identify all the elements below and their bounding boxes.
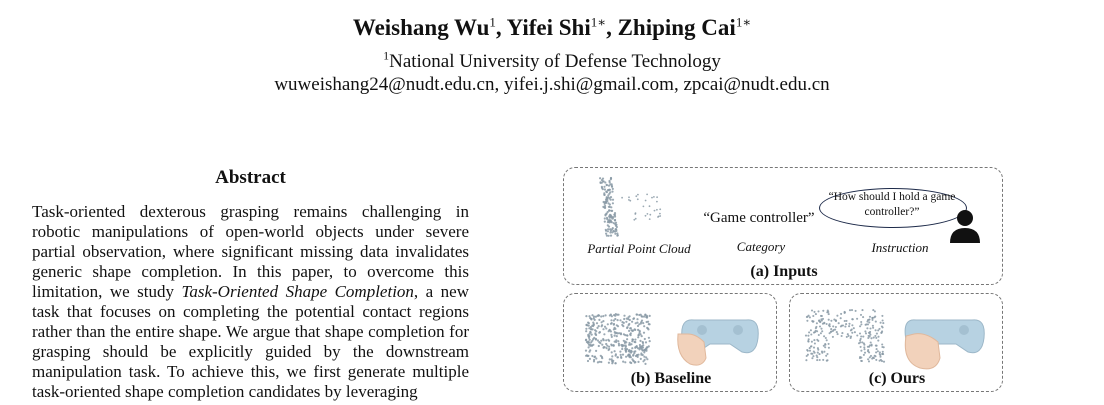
author-name: Yifei Shi: [506, 15, 591, 40]
author-emails: wuweishang24@nudt.edu.cn, yifei.j.shi@gmail.com, zpcai@nudt.edu.cn: [274, 74, 830, 95]
caption-baseline: (b) Baseline: [630, 370, 712, 387]
inputs-panel: [563, 167, 1003, 285]
ours-panel: [789, 293, 1003, 392]
baseline-panel: [563, 293, 777, 392]
label-instruction: Instruction: [871, 240, 929, 255]
caption-inputs: (a) Inputs: [750, 263, 818, 280]
partial-point-cloud: [592, 174, 682, 244]
ours-completed-cloud: [804, 306, 886, 366]
author-name: Zhiping Cai: [617, 15, 736, 40]
abstract-text-end: , a new task that focuses on completing the potential contact regions rather than the entire shape. We argue that shape completion for grasping should be explicitly guided by the downstream manipulation task. To achieve this, we first generate multiple task-oriented shape completion candidates by leveraging: [32, 282, 469, 401]
ours-grasp-render: [902, 302, 988, 372]
label-partial-point-cloud: Partial Point Cloud: [587, 241, 691, 256]
teaser-figure: [560, 165, 1006, 397]
affiliation: [0, 50, 1104, 74]
baseline-grasp-render: [676, 304, 762, 370]
label-category: Category: [736, 239, 786, 254]
author-mark: 1∗: [735, 14, 752, 30]
category-quote: “Game controller”: [703, 210, 815, 226]
affiliation-name: National University of Defense Technology: [389, 51, 721, 72]
affiliation-mark: 1: [383, 48, 390, 63]
abstract-emphasis: Task-Oriented Shape Completion: [181, 282, 414, 301]
abstract-heading: Abstract: [215, 167, 286, 188]
abstract-text-start: Task-oriented dexterous grasping remains challenging in robotic manipulations of open-world objects under severe partial observation, where significant missing data invalidates generic shape completion. In this paper, to overcome this limitation, we study: [32, 202, 469, 301]
author-list: Weishang Wu$^1$, Yifei Shi$^{1∗}$, Zhiping Cai$^{1∗}$: [352, 14, 752, 40]
instruction-text: “How should I hold a game controller?”: [828, 191, 956, 218]
author-mark: 1: [489, 14, 496, 30]
abstract-body: [32, 202, 469, 402]
author-mark: 1∗: [590, 14, 607, 30]
caption-ours: (c) Ours: [868, 370, 926, 387]
baseline-completed-cloud: [584, 312, 654, 368]
person-icon: [948, 208, 982, 244]
author-name: Weishang Wu: [352, 15, 490, 40]
